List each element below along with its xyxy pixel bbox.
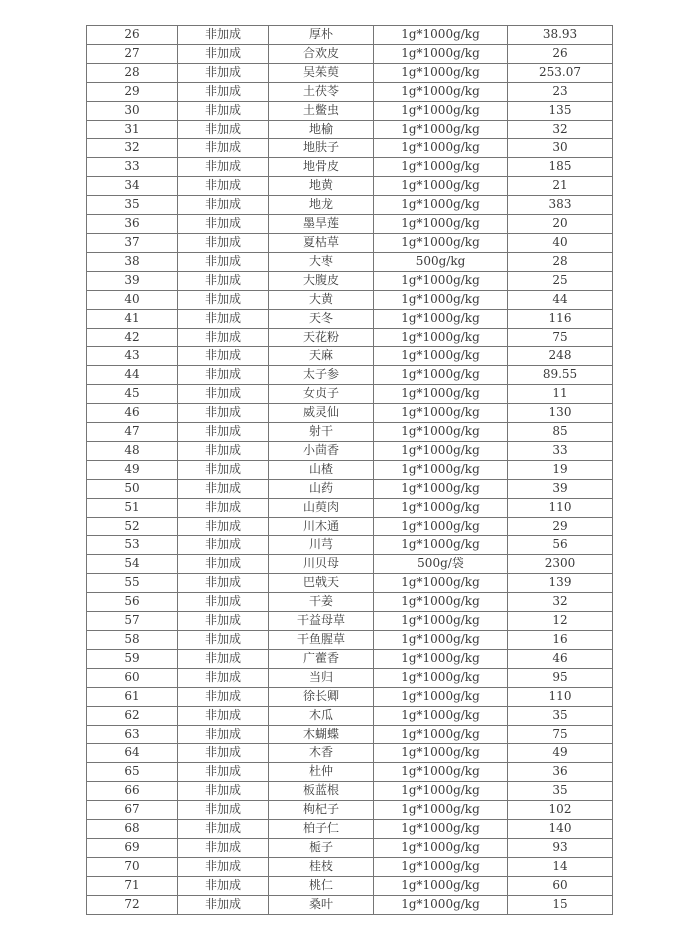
cell-type: 非加成 bbox=[178, 631, 269, 650]
cell-name: 土茯苓 bbox=[269, 82, 374, 101]
table-row bbox=[87, 290, 613, 309]
cell-type: 非加成 bbox=[178, 517, 269, 536]
cell-type: 非加成 bbox=[178, 177, 269, 196]
cell-value: 110 bbox=[508, 498, 613, 517]
cell-spec: 1g*1000g/kg bbox=[374, 385, 508, 404]
cell-value: 44 bbox=[508, 290, 613, 309]
cell-name: 女贞子 bbox=[269, 385, 374, 404]
cell-name: 木蝴蝶 bbox=[269, 725, 374, 744]
cell-type: 非加成 bbox=[178, 687, 269, 706]
cell-value: 248 bbox=[508, 347, 613, 366]
cell-value: 139 bbox=[508, 574, 613, 593]
cell-name: 桃仁 bbox=[269, 876, 374, 895]
price-table-body bbox=[87, 26, 613, 915]
cell-no: 26 bbox=[87, 26, 178, 45]
cell-no: 51 bbox=[87, 498, 178, 517]
cell-type: 非加成 bbox=[178, 895, 269, 914]
cell-name: 木瓜 bbox=[269, 706, 374, 725]
cell-spec: 1g*1000g/kg bbox=[374, 744, 508, 763]
cell-name: 天冬 bbox=[269, 309, 374, 328]
cell-type: 非加成 bbox=[178, 139, 269, 158]
cell-spec: 1g*1000g/kg bbox=[374, 838, 508, 857]
cell-name: 干鱼腥草 bbox=[269, 631, 374, 650]
cell-no: 39 bbox=[87, 271, 178, 290]
cell-type: 非加成 bbox=[178, 423, 269, 442]
cell-value: 38.93 bbox=[508, 26, 613, 45]
cell-value: 75 bbox=[508, 725, 613, 744]
cell-name: 柏子仁 bbox=[269, 820, 374, 839]
cell-name: 大腹皮 bbox=[269, 271, 374, 290]
table-row bbox=[87, 668, 613, 687]
table-row bbox=[87, 876, 613, 895]
table-row bbox=[87, 895, 613, 914]
cell-no: 47 bbox=[87, 423, 178, 442]
table-row bbox=[87, 252, 613, 271]
cell-no: 66 bbox=[87, 782, 178, 801]
table-row bbox=[87, 479, 613, 498]
cell-value: 25 bbox=[508, 271, 613, 290]
cell-name: 地榆 bbox=[269, 120, 374, 139]
herb-price-table bbox=[86, 25, 613, 915]
cell-spec: 1g*1000g/kg bbox=[374, 801, 508, 820]
table-row bbox=[87, 649, 613, 668]
cell-spec: 1g*1000g/kg bbox=[374, 101, 508, 120]
cell-type: 非加成 bbox=[178, 158, 269, 177]
cell-value: 135 bbox=[508, 101, 613, 120]
cell-value: 28 bbox=[508, 252, 613, 271]
cell-value: 16 bbox=[508, 631, 613, 650]
cell-name: 大枣 bbox=[269, 252, 374, 271]
cell-spec: 500g/袋 bbox=[374, 555, 508, 574]
cell-name: 天麻 bbox=[269, 347, 374, 366]
cell-spec: 1g*1000g/kg bbox=[374, 120, 508, 139]
cell-type: 非加成 bbox=[178, 838, 269, 857]
cell-no: 28 bbox=[87, 63, 178, 82]
cell-spec: 1g*1000g/kg bbox=[374, 309, 508, 328]
cell-value: 20 bbox=[508, 215, 613, 234]
cell-name: 徐长卿 bbox=[269, 687, 374, 706]
cell-value: 185 bbox=[508, 158, 613, 177]
cell-spec: 1g*1000g/kg bbox=[374, 441, 508, 460]
cell-type: 非加成 bbox=[178, 233, 269, 252]
cell-value: 95 bbox=[508, 668, 613, 687]
cell-no: 67 bbox=[87, 801, 178, 820]
cell-spec: 1g*1000g/kg bbox=[374, 82, 508, 101]
cell-type: 非加成 bbox=[178, 82, 269, 101]
cell-value: 32 bbox=[508, 120, 613, 139]
cell-type: 非加成 bbox=[178, 763, 269, 782]
cell-type: 非加成 bbox=[178, 649, 269, 668]
cell-no: 34 bbox=[87, 177, 178, 196]
cell-no: 52 bbox=[87, 517, 178, 536]
cell-no: 65 bbox=[87, 763, 178, 782]
cell-no: 32 bbox=[87, 139, 178, 158]
table-row bbox=[87, 385, 613, 404]
table-row bbox=[87, 460, 613, 479]
table-row bbox=[87, 82, 613, 101]
cell-value: 32 bbox=[508, 593, 613, 612]
table-row bbox=[87, 536, 613, 555]
cell-spec: 1g*1000g/kg bbox=[374, 687, 508, 706]
cell-spec: 1g*1000g/kg bbox=[374, 215, 508, 234]
cell-no: 71 bbox=[87, 876, 178, 895]
cell-value: 102 bbox=[508, 801, 613, 820]
cell-name: 干益母草 bbox=[269, 612, 374, 631]
cell-name: 大黄 bbox=[269, 290, 374, 309]
cell-name: 合欢皮 bbox=[269, 44, 374, 63]
cell-no: 59 bbox=[87, 649, 178, 668]
cell-value: 30 bbox=[508, 139, 613, 158]
table-row bbox=[87, 177, 613, 196]
cell-name: 干姜 bbox=[269, 593, 374, 612]
cell-spec: 1g*1000g/kg bbox=[374, 668, 508, 687]
table-row bbox=[87, 555, 613, 574]
cell-spec: 1g*1000g/kg bbox=[374, 196, 508, 215]
cell-name: 地龙 bbox=[269, 196, 374, 215]
cell-name: 巴戟天 bbox=[269, 574, 374, 593]
cell-spec: 1g*1000g/kg bbox=[374, 479, 508, 498]
cell-spec: 1g*1000g/kg bbox=[374, 612, 508, 631]
cell-no: 57 bbox=[87, 612, 178, 631]
cell-value: 19 bbox=[508, 460, 613, 479]
cell-type: 非加成 bbox=[178, 44, 269, 63]
cell-spec: 1g*1000g/kg bbox=[374, 404, 508, 423]
cell-type: 非加成 bbox=[178, 441, 269, 460]
cell-spec: 1g*1000g/kg bbox=[374, 158, 508, 177]
table-row bbox=[87, 328, 613, 347]
cell-value: 36 bbox=[508, 763, 613, 782]
cell-name: 地肤子 bbox=[269, 139, 374, 158]
cell-value: 21 bbox=[508, 177, 613, 196]
cell-value: 23 bbox=[508, 82, 613, 101]
cell-type: 非加成 bbox=[178, 612, 269, 631]
cell-value: 89.55 bbox=[508, 366, 613, 385]
cell-value: 49 bbox=[508, 744, 613, 763]
cell-type: 非加成 bbox=[178, 801, 269, 820]
cell-type: 非加成 bbox=[178, 385, 269, 404]
cell-type: 非加成 bbox=[178, 876, 269, 895]
cell-value: 60 bbox=[508, 876, 613, 895]
table-row bbox=[87, 366, 613, 385]
cell-spec: 1g*1000g/kg bbox=[374, 876, 508, 895]
table-row bbox=[87, 309, 613, 328]
cell-no: 30 bbox=[87, 101, 178, 120]
table-row bbox=[87, 347, 613, 366]
cell-name: 板蓝根 bbox=[269, 782, 374, 801]
cell-name: 杜仲 bbox=[269, 763, 374, 782]
cell-spec: 1g*1000g/kg bbox=[374, 574, 508, 593]
cell-type: 非加成 bbox=[178, 706, 269, 725]
table-row bbox=[87, 838, 613, 857]
cell-name: 桂枝 bbox=[269, 857, 374, 876]
cell-spec: 1g*1000g/kg bbox=[374, 63, 508, 82]
table-row bbox=[87, 801, 613, 820]
cell-no: 40 bbox=[87, 290, 178, 309]
cell-spec: 1g*1000g/kg bbox=[374, 782, 508, 801]
cell-no: 42 bbox=[87, 328, 178, 347]
cell-value: 11 bbox=[508, 385, 613, 404]
table-row bbox=[87, 44, 613, 63]
cell-value: 15 bbox=[508, 895, 613, 914]
cell-name: 川芎 bbox=[269, 536, 374, 555]
cell-type: 非加成 bbox=[178, 328, 269, 347]
table-row bbox=[87, 574, 613, 593]
cell-no: 46 bbox=[87, 404, 178, 423]
cell-no: 68 bbox=[87, 820, 178, 839]
cell-spec: 1g*1000g/kg bbox=[374, 233, 508, 252]
cell-spec: 1g*1000g/kg bbox=[374, 460, 508, 479]
cell-spec: 1g*1000g/kg bbox=[374, 366, 508, 385]
cell-spec: 1g*1000g/kg bbox=[374, 26, 508, 45]
cell-value: 40 bbox=[508, 233, 613, 252]
cell-value: 26 bbox=[508, 44, 613, 63]
table-row bbox=[87, 158, 613, 177]
table-row bbox=[87, 404, 613, 423]
cell-no: 33 bbox=[87, 158, 178, 177]
cell-value: 85 bbox=[508, 423, 613, 442]
table-row bbox=[87, 26, 613, 45]
table-row bbox=[87, 782, 613, 801]
cell-name: 吴茱萸 bbox=[269, 63, 374, 82]
cell-spec: 1g*1000g/kg bbox=[374, 631, 508, 650]
cell-type: 非加成 bbox=[178, 63, 269, 82]
cell-spec: 1g*1000g/kg bbox=[374, 347, 508, 366]
cell-name: 山药 bbox=[269, 479, 374, 498]
cell-no: 36 bbox=[87, 215, 178, 234]
cell-type: 非加成 bbox=[178, 271, 269, 290]
cell-name: 当归 bbox=[269, 668, 374, 687]
cell-spec: 1g*1000g/kg bbox=[374, 706, 508, 725]
cell-type: 非加成 bbox=[178, 857, 269, 876]
cell-no: 44 bbox=[87, 366, 178, 385]
cell-type: 非加成 bbox=[178, 782, 269, 801]
cell-no: 35 bbox=[87, 196, 178, 215]
cell-type: 非加成 bbox=[178, 536, 269, 555]
cell-type: 非加成 bbox=[178, 668, 269, 687]
cell-value: 130 bbox=[508, 404, 613, 423]
cell-type: 非加成 bbox=[178, 196, 269, 215]
cell-no: 45 bbox=[87, 385, 178, 404]
cell-type: 非加成 bbox=[178, 555, 269, 574]
cell-spec: 1g*1000g/kg bbox=[374, 593, 508, 612]
cell-value: 253.07 bbox=[508, 63, 613, 82]
cell-name: 桑叶 bbox=[269, 895, 374, 914]
cell-no: 56 bbox=[87, 593, 178, 612]
cell-name: 墨旱莲 bbox=[269, 215, 374, 234]
cell-spec: 1g*1000g/kg bbox=[374, 139, 508, 158]
cell-spec: 1g*1000g/kg bbox=[374, 423, 508, 442]
cell-spec: 1g*1000g/kg bbox=[374, 290, 508, 309]
cell-type: 非加成 bbox=[178, 820, 269, 839]
cell-type: 非加成 bbox=[178, 460, 269, 479]
cell-spec: 1g*1000g/kg bbox=[374, 328, 508, 347]
cell-type: 非加成 bbox=[178, 120, 269, 139]
cell-no: 58 bbox=[87, 631, 178, 650]
table-row bbox=[87, 215, 613, 234]
cell-name: 木香 bbox=[269, 744, 374, 763]
cell-value: 39 bbox=[508, 479, 613, 498]
cell-spec: 1g*1000g/kg bbox=[374, 857, 508, 876]
cell-no: 70 bbox=[87, 857, 178, 876]
cell-spec: 1g*1000g/kg bbox=[374, 725, 508, 744]
cell-type: 非加成 bbox=[178, 479, 269, 498]
cell-spec: 1g*1000g/kg bbox=[374, 895, 508, 914]
cell-value: 12 bbox=[508, 612, 613, 631]
cell-type: 非加成 bbox=[178, 593, 269, 612]
cell-type: 非加成 bbox=[178, 252, 269, 271]
cell-value: 35 bbox=[508, 706, 613, 725]
cell-no: 37 bbox=[87, 233, 178, 252]
cell-spec: 1g*1000g/kg bbox=[374, 44, 508, 63]
table-row bbox=[87, 687, 613, 706]
cell-spec: 500g/kg bbox=[374, 252, 508, 271]
table-row bbox=[87, 441, 613, 460]
cell-value: 2300 bbox=[508, 555, 613, 574]
cell-spec: 1g*1000g/kg bbox=[374, 820, 508, 839]
cell-no: 64 bbox=[87, 744, 178, 763]
table-row bbox=[87, 725, 613, 744]
cell-no: 63 bbox=[87, 725, 178, 744]
cell-value: 75 bbox=[508, 328, 613, 347]
table-row bbox=[87, 63, 613, 82]
cell-name: 广藿香 bbox=[269, 649, 374, 668]
cell-no: 62 bbox=[87, 706, 178, 725]
cell-no: 49 bbox=[87, 460, 178, 479]
cell-no: 50 bbox=[87, 479, 178, 498]
table-row bbox=[87, 233, 613, 252]
cell-no: 27 bbox=[87, 44, 178, 63]
cell-type: 非加成 bbox=[178, 309, 269, 328]
table-row bbox=[87, 139, 613, 158]
cell-no: 31 bbox=[87, 120, 178, 139]
cell-spec: 1g*1000g/kg bbox=[374, 649, 508, 668]
cell-no: 43 bbox=[87, 347, 178, 366]
cell-type: 非加成 bbox=[178, 498, 269, 517]
cell-name: 地骨皮 bbox=[269, 158, 374, 177]
cell-type: 非加成 bbox=[178, 290, 269, 309]
cell-type: 非加成 bbox=[178, 574, 269, 593]
cell-type: 非加成 bbox=[178, 404, 269, 423]
table-row bbox=[87, 820, 613, 839]
cell-no: 55 bbox=[87, 574, 178, 593]
cell-name: 枸杞子 bbox=[269, 801, 374, 820]
table-row bbox=[87, 498, 613, 517]
cell-name: 威灵仙 bbox=[269, 404, 374, 423]
cell-name: 夏枯草 bbox=[269, 233, 374, 252]
cell-value: 140 bbox=[508, 820, 613, 839]
cell-name: 山楂 bbox=[269, 460, 374, 479]
cell-name: 天花粉 bbox=[269, 328, 374, 347]
cell-name: 川木通 bbox=[269, 517, 374, 536]
cell-no: 29 bbox=[87, 82, 178, 101]
cell-value: 14 bbox=[508, 857, 613, 876]
table-row bbox=[87, 120, 613, 139]
cell-no: 72 bbox=[87, 895, 178, 914]
cell-spec: 1g*1000g/kg bbox=[374, 517, 508, 536]
cell-no: 60 bbox=[87, 668, 178, 687]
cell-name: 厚朴 bbox=[269, 26, 374, 45]
cell-name: 地黄 bbox=[269, 177, 374, 196]
cell-no: 48 bbox=[87, 441, 178, 460]
cell-value: 33 bbox=[508, 441, 613, 460]
cell-no: 41 bbox=[87, 309, 178, 328]
cell-value: 35 bbox=[508, 782, 613, 801]
cell-no: 38 bbox=[87, 252, 178, 271]
cell-type: 非加成 bbox=[178, 744, 269, 763]
cell-spec: 1g*1000g/kg bbox=[374, 536, 508, 555]
cell-spec: 1g*1000g/kg bbox=[374, 498, 508, 517]
cell-no: 61 bbox=[87, 687, 178, 706]
table-row bbox=[87, 631, 613, 650]
cell-name: 土鳖虫 bbox=[269, 101, 374, 120]
table-row bbox=[87, 423, 613, 442]
cell-name: 射干 bbox=[269, 423, 374, 442]
cell-type: 非加成 bbox=[178, 725, 269, 744]
table-row bbox=[87, 593, 613, 612]
cell-no: 53 bbox=[87, 536, 178, 555]
cell-spec: 1g*1000g/kg bbox=[374, 763, 508, 782]
cell-type: 非加成 bbox=[178, 347, 269, 366]
cell-value: 110 bbox=[508, 687, 613, 706]
cell-name: 山萸肉 bbox=[269, 498, 374, 517]
cell-value: 116 bbox=[508, 309, 613, 328]
table-row bbox=[87, 612, 613, 631]
cell-type: 非加成 bbox=[178, 26, 269, 45]
table-row bbox=[87, 101, 613, 120]
cell-value: 383 bbox=[508, 196, 613, 215]
cell-value: 46 bbox=[508, 649, 613, 668]
cell-spec: 1g*1000g/kg bbox=[374, 177, 508, 196]
cell-spec: 1g*1000g/kg bbox=[374, 271, 508, 290]
cell-value: 93 bbox=[508, 838, 613, 857]
cell-value: 56 bbox=[508, 536, 613, 555]
cell-name: 栀子 bbox=[269, 838, 374, 857]
cell-name: 川贝母 bbox=[269, 555, 374, 574]
table-row bbox=[87, 196, 613, 215]
table-row bbox=[87, 517, 613, 536]
cell-name: 小茴香 bbox=[269, 441, 374, 460]
cell-value: 29 bbox=[508, 517, 613, 536]
cell-type: 非加成 bbox=[178, 101, 269, 120]
cell-no: 54 bbox=[87, 555, 178, 574]
table-row bbox=[87, 271, 613, 290]
table-row bbox=[87, 763, 613, 782]
cell-type: 非加成 bbox=[178, 366, 269, 385]
cell-name: 太子参 bbox=[269, 366, 374, 385]
cell-type: 非加成 bbox=[178, 215, 269, 234]
cell-no: 69 bbox=[87, 838, 178, 857]
table-row bbox=[87, 857, 613, 876]
table-row bbox=[87, 706, 613, 725]
table-row bbox=[87, 744, 613, 763]
